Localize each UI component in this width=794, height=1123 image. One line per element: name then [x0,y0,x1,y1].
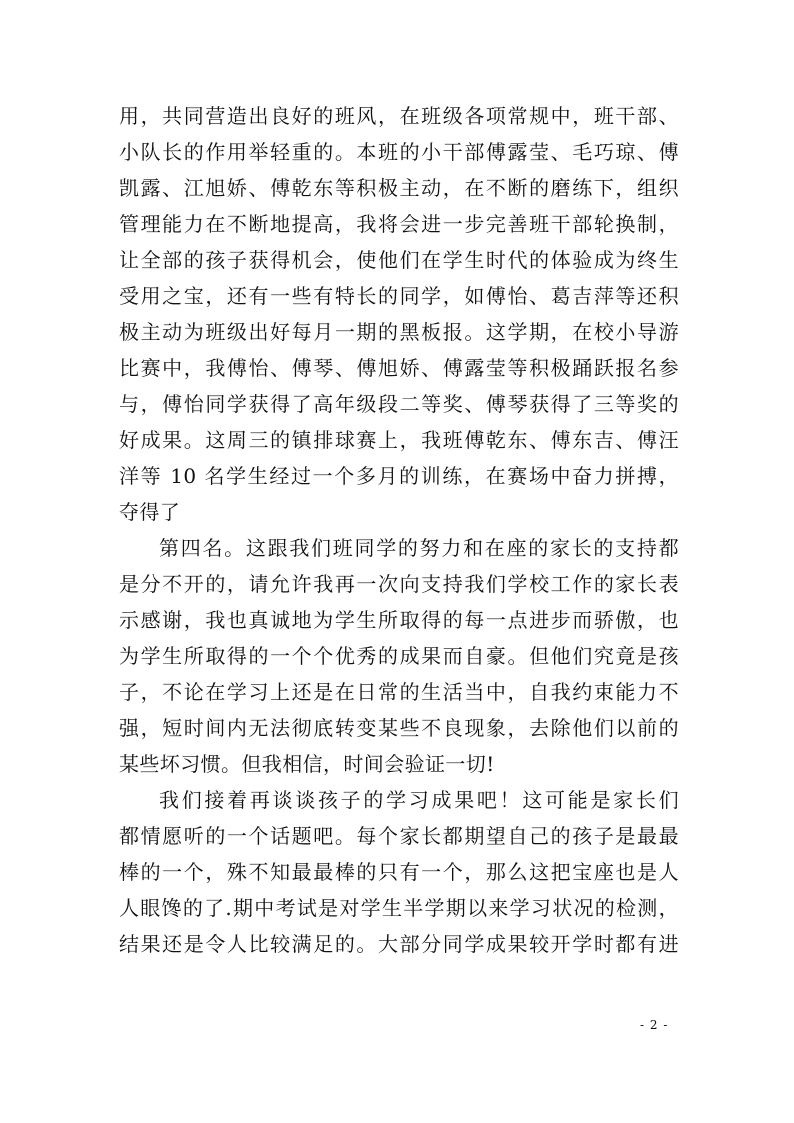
text-line: 凯露、江旭娇、傅乾东等积极主动，在不断的磨练下，组织 [119,176,679,200]
text-line: 为学生所取得的一个个优秀的成果而自豪。但他们究竟是孩 [119,644,679,668]
text-line: 夺得了 [119,500,181,524]
text-line: 强，短时间内无法彻底转变某些不良现象，去除他们以前的 [119,716,679,740]
text-line: 洋等 10 名学生经过一个多月的训练，在赛场中奋力拼搏， [119,464,679,488]
text-line: 小队长的作用举轻重的。本班的小干部傅露莹、毛巧琼、傅 [119,140,679,164]
text-line: 某些坏习惯。但我相信，时间会验证一切! [119,752,495,776]
text-line: 棒的一个，殊不知最最棒的只有一个，那么这把宝座也是人 [119,860,679,884]
text-line: 好成果。这周三的镇排球赛上，我班傅乾东、傅东吉、傅汪 [119,428,679,452]
text-line: 我们接着再谈谈孩子的学习成果吧！这可能是家长们 [159,788,679,812]
text-line: 人眼馋的了.期中考试是对学生半学期以来学习状况的检测， [119,896,679,920]
body-text [119,98,679,962]
text-line: 都情愿听的一个话题吧。每个家长都期望自己的孩子是最最 [119,824,679,848]
text-line: 是分不开的，请允许我再一次向支持我们学校工作的家长表 [119,572,679,596]
text-line: 极主动为班级出好每月一期的黑板报。这学期，在校小导游 [119,320,679,344]
page-number: - 2 - [640,1018,669,1032]
text-line: 用，共同营造出良好的班风，在班级各项常规中，班干部、 [119,104,679,128]
text-line: 让全部的孩子获得机会，使他们在学生时代的体验成为终生 [119,248,679,272]
text-line: 子，不论在学习上还是在日常的生活当中，自我约束能力不 [119,680,679,704]
text-line: 示感谢，我也真诚地为学生所取得的每一点进步而骄傲，也 [119,608,679,632]
text-line: 与，傅怡同学获得了高年级段二等奖、傅琴获得了三等奖的 [119,392,679,416]
text-line: 管理能力在不断地提高，我将会进一步完善班干部轮换制， [119,212,679,236]
text-line: 比赛中，我傅怡、傅琴、傅旭娇、傅露莹等积极踊跃报名参 [119,356,679,380]
text-line: 第四名。这跟我们班同学的努力和在座的家长的支持都 [159,536,679,560]
text-line: 结果还是令人比较满足的。大部分同学成果较开学时都有进 [119,932,679,956]
text-line: 受用之宝，还有一些有特长的同学，如傅怡、葛吉萍等还积 [119,284,679,308]
